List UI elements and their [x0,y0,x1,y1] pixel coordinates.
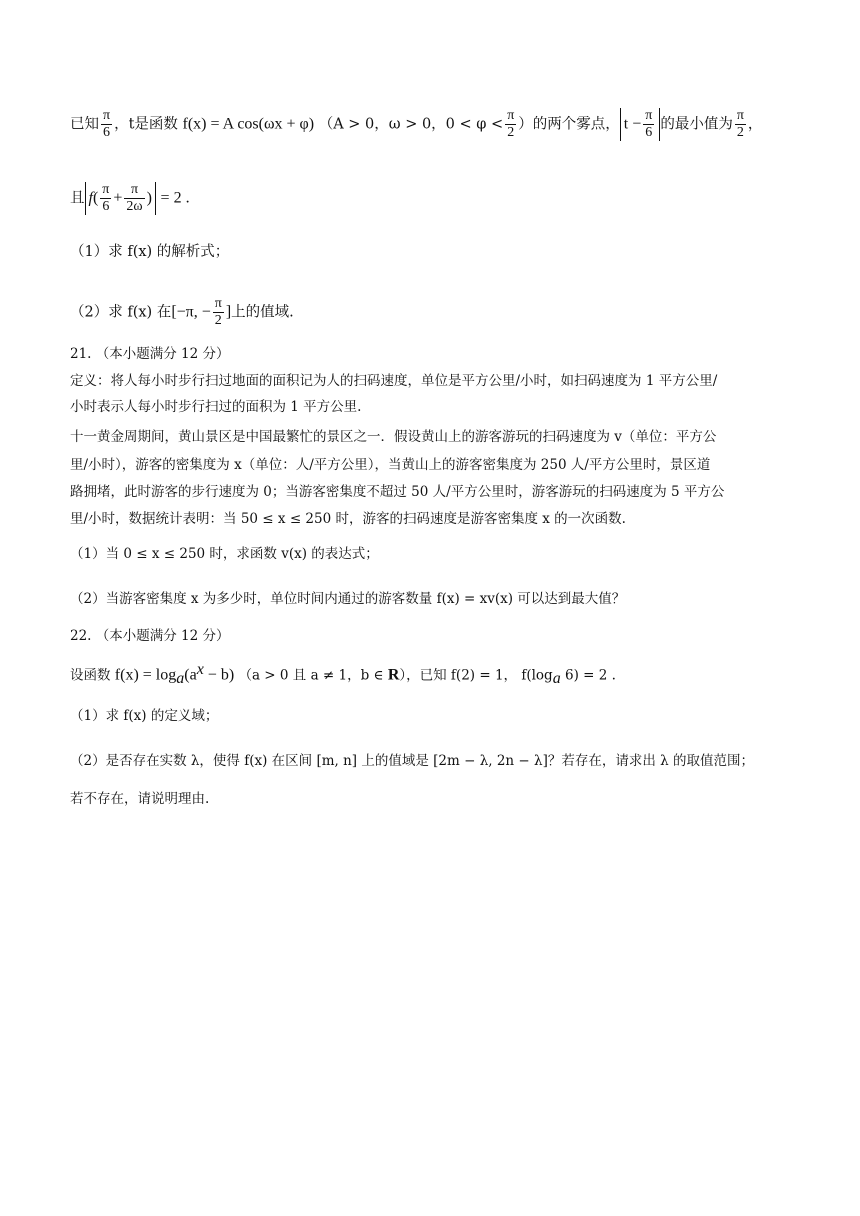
q21-part1: （1）当 0 ≤ x ≤ 250 时，求函数 v(x) 的表达式； [70,546,379,562]
q20-abs-expression: t − $\frac{\pi}{6}$ [620,108,661,141]
q20-t-text: ，t是函数 [114,116,178,133]
q21-header: 21. （本小题满分 12 分） [70,346,230,362]
q21-paragraph-line2: 小时表示人每小时步行扫过的面积为 1 平方公里. [70,399,362,415]
q20-interval: −π, − [176,303,211,321]
real-numbers-symbol: R [387,666,400,684]
q21-paragraph-line5: 路拥堵，此时游客的步行速度为 0；当游客密集度不超过 50 人/平方公里时，游客游玩的扫码速度为 5 平方公 [70,484,725,500]
q20-and-text: 且 [70,190,85,207]
q20-function-definition: f(x) = A cos(ωx + φ) [182,115,315,133]
q22-part2-continued: 若不存在，请说明理由. [70,791,210,807]
q20-abs-f-expression: f( $\frac{\pi}{6}$ + $\frac{\pi}{2\omega}$ ) [85,182,156,215]
q20-part1: （1）求 f(x) 的解析式； [70,244,230,260]
q20-part2: （2）求 f(x) 在[−π, − $\frac{\pi}{2}$ ]上的值域. [70,296,294,328]
q21-paragraph-line6: 里/小时，数据统计表明：当 50 ≤ x ≤ 250 时，游客的扫码速度是游客密集度 x 的一次函数. [70,511,626,527]
q20-intro-text: 已知 [70,116,99,133]
q21-paragraph-line4: 里/小时），游客的密集度为 x（单位：人/平方公里），当黄山上的游客密集度为 250 人/平方公里时，景区道 [70,457,711,473]
q20-equals-two: = 2 . [160,189,190,207]
q20-statement-line1: 已知 $\frac{\pi}{6}$ ，t是函数 f(x) = A cos(ωx + φ) （A > 0，ω > 0，0 < φ < $\frac{\pi}{2}$ ）的两个雾点， t − $\frac{\pi}{6}$ 的最小值为 $\frac{\pi}{2}$ ， [70,108,763,140]
q22-part1: （1）求 f(x) 的定义域； [70,708,219,724]
q20-conditions-close: ）的两个雾点， [518,116,620,133]
q22-function: f(x) = log [114,666,177,684]
q21-part2: （2）当游客密集度 x 为多少时，单位时间内通过的游客数量 f(x) = xv(x) 可以达到最大值？ [70,591,626,607]
pi-over-2-fraction: $\frac{\pi}{2}$ [507,108,515,140]
q22-header: 22. （本小题满分 12 分） [70,628,230,644]
q20-statement-line2 [70,182,800,215]
q21-paragraph-line3: 十一黄金周期间，黄山景区是中国最繁忙的景区之一．假设黄山上的游客游玩的扫码速度为 v（单位：平方公 [70,429,717,445]
q20-conditions: （A > 0，ω > 0，0 < φ < [318,116,504,133]
q22-part2: （2）是否存在实数 λ，使得 f(x) 在区间 [m, n] 上的值域是 [2m − λ, 2n − λ]？若存在，请求出 λ 的取值范围； [70,753,754,769]
q21-paragraph-line1: 定义：将人每小时步行扫过地面的面积记为人的扫码速度，单位是平方公里/小时，如扫码速度为 1 平方公里/ [70,373,718,389]
q22-statement: 设函数 $f(x) = \log_a(a^x - b) (a > 0$ 且 a ≠ 1，b ∈ R），已知 f(2) = 1， $f(\log_a$ 6) = 2 . [70,661,616,688]
pi-over-6-fraction: $\frac{\pi}{6}$ [103,108,111,140]
q20-min-text: 的最小值为 [660,116,733,133]
